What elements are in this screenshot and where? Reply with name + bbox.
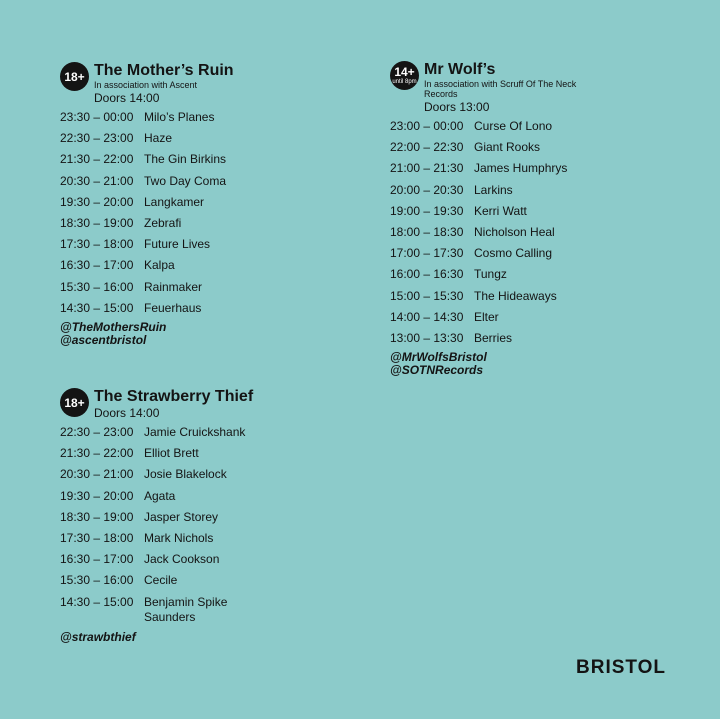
venue-title: The Mother’s Ruin	[94, 62, 234, 79]
lineup-list	[60, 110, 310, 316]
slot-act: James Humphrys	[474, 161, 568, 176]
slot-time: 20:30 – 21:00	[60, 467, 134, 482]
slot-act: Elliot Brett	[144, 446, 199, 461]
venue-association: In association with Scruff Of The Neck Records	[424, 79, 577, 99]
lineup-row	[60, 237, 310, 252]
lineup-row	[60, 258, 310, 273]
slot-act: The Gin Birkins	[144, 152, 227, 167]
lineup-row	[390, 331, 630, 346]
slot-act: Kalpa	[144, 258, 175, 273]
lineup-row	[390, 140, 630, 155]
age-badge	[60, 62, 89, 91]
lineup-row	[390, 161, 630, 176]
slot-time: 21:00 – 21:30	[390, 161, 464, 176]
lineup-row	[60, 573, 310, 588]
lineup-row	[60, 425, 310, 440]
slot-time: 19:00 – 19:30	[390, 203, 464, 218]
slot-act: Rainmaker	[144, 279, 203, 294]
venue-strawberry-thief	[60, 388, 310, 644]
lineup-row	[60, 216, 310, 231]
slot-act: Cecile	[144, 573, 178, 588]
slot-time: 14:30 – 15:00	[60, 300, 134, 315]
venue-mr-wolfs	[390, 61, 630, 377]
slot-time: 14:30 – 15:00	[60, 594, 134, 609]
age-badge	[390, 61, 419, 90]
slot-act: Benjamin Spike Saunders	[144, 594, 228, 624]
slot-act: Langkamer	[144, 194, 205, 209]
lineup-row	[390, 267, 630, 282]
slot-act: Curse Of Lono	[474, 119, 553, 133]
slot-act: Kerri Watt	[474, 203, 527, 218]
slot-time: 15:30 – 16:00	[60, 573, 134, 588]
social-handles	[60, 631, 310, 644]
social-handle[interactable]: @strawbthief	[60, 629, 136, 644]
slot-time: 15:00 – 15:30	[390, 288, 464, 303]
age-label: 14+	[394, 65, 415, 79]
lineup-row	[390, 119, 630, 134]
slot-act: Agata	[144, 488, 176, 503]
slot-time: 16:30 – 17:00	[60, 258, 134, 273]
lineup-row	[60, 595, 310, 625]
social-handles	[390, 351, 630, 377]
lineup-row	[60, 446, 310, 461]
slot-time: 20:00 – 20:30	[390, 182, 464, 197]
slot-time: 22:00 – 22:30	[390, 140, 464, 155]
lineup-row	[60, 489, 310, 504]
slot-act: Two Day Coma	[144, 173, 227, 188]
slot-act: Feuerhaus	[144, 300, 202, 315]
lineup-row	[60, 301, 310, 316]
lineup-row	[390, 310, 630, 325]
slot-act: Tungz	[474, 267, 507, 282]
lineup-row	[60, 152, 310, 167]
slot-act: Mark Nichols	[144, 530, 214, 545]
slot-time: 17:30 – 18:00	[60, 530, 134, 545]
slot-time: 14:00 – 14:30	[390, 309, 464, 324]
slot-act: Larkins	[474, 182, 513, 197]
lineup-row	[60, 467, 310, 482]
slot-act: Milo’s Planes	[144, 110, 215, 124]
lineup-row	[60, 110, 310, 125]
social-handle[interactable]: @MrWolfsBristol	[390, 350, 487, 365]
slot-time: 15:30 – 16:00	[60, 279, 134, 294]
slot-time: 19:30 – 20:00	[60, 194, 134, 209]
slot-time: 20:30 – 21:00	[60, 173, 134, 188]
slot-time: 17:30 – 18:00	[60, 237, 134, 252]
venue-header	[60, 388, 254, 420]
lineup-row	[390, 246, 630, 261]
venue-header	[390, 61, 630, 114]
slot-time: 23:00 – 00:00	[390, 119, 464, 133]
slot-act: Haze	[144, 131, 173, 146]
slot-time: 18:00 – 18:30	[390, 224, 464, 239]
lineup-row	[390, 225, 630, 240]
venue-association: In association with Ascent	[94, 80, 198, 90]
doors-time: Doors 13:00	[424, 100, 490, 114]
slot-time: 16:00 – 16:30	[390, 267, 464, 282]
slot-act: Jamie Cruickshank	[144, 425, 246, 439]
age-badge	[60, 388, 89, 417]
lineup-row	[60, 510, 310, 525]
social-handle[interactable]: @TheMothersRuin	[60, 319, 167, 334]
venue-title: Mr Wolf’s	[424, 61, 496, 78]
slot-time: 22:30 – 23:00	[60, 131, 134, 146]
venue-mothers-ruin	[60, 62, 310, 347]
lineup-row	[60, 552, 310, 567]
slot-time: 23:30 – 00:00	[60, 110, 134, 124]
slot-act: Berries	[474, 330, 513, 345]
age-restriction-note: until 8pm	[392, 79, 417, 85]
social-handles	[60, 321, 310, 347]
slot-time: 22:30 – 23:00	[60, 425, 134, 439]
slot-time: 17:00 – 17:30	[390, 246, 464, 261]
lineup-row	[390, 289, 630, 304]
doors-time: Doors 14:00	[94, 406, 160, 420]
slot-time: 13:00 – 13:30	[390, 330, 464, 345]
lineup-row	[390, 204, 630, 219]
slot-time: 16:30 – 17:00	[60, 552, 134, 567]
slot-time: 21:30 – 22:00	[60, 152, 134, 167]
slot-time: 21:30 – 22:00	[60, 446, 134, 461]
doors-time: Doors 14:00	[94, 91, 160, 105]
slot-act: Elter	[474, 309, 499, 324]
social-handle[interactable]: @ascentbristol	[60, 332, 147, 347]
slot-act: Nicholson Heal	[474, 224, 555, 239]
slot-act: The Hideaways	[474, 288, 557, 303]
brand-wordmark: BRISTOL	[576, 657, 667, 678]
lineup-row	[60, 131, 310, 146]
slot-act: Josie Blakelock	[144, 467, 227, 482]
slot-act: Giant Rooks	[474, 140, 541, 155]
venue-header	[60, 62, 310, 105]
age-label: 18+	[64, 69, 85, 84]
venue-title: The Strawberry Thief	[94, 388, 254, 405]
slot-act: Zebrafi	[144, 215, 182, 230]
slot-act: Cosmo Calling	[474, 246, 553, 261]
lineup-row	[60, 280, 310, 295]
age-label: 18+	[64, 395, 85, 410]
social-handle[interactable]: @SOTNRecords	[390, 363, 484, 378]
lineup-list	[60, 425, 310, 625]
slot-act: Jack Cookson	[144, 552, 220, 567]
slot-act: Future Lives	[144, 237, 211, 252]
slot-act: Jasper Storey	[144, 509, 219, 524]
slot-time: 18:30 – 19:00	[60, 509, 134, 524]
slot-time: 19:30 – 20:00	[60, 488, 134, 503]
lineup-row	[60, 531, 310, 546]
lineup-list	[390, 119, 630, 346]
slot-time: 18:30 – 19:00	[60, 215, 134, 230]
lineup-row	[60, 174, 310, 189]
lineup-row	[60, 195, 310, 210]
lineup-row	[390, 183, 630, 198]
